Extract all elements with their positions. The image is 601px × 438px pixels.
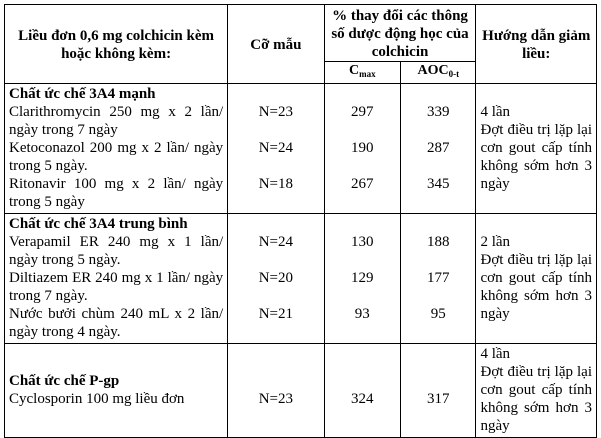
group-title: Chất ức chế 3A4 mạnh <box>9 86 156 102</box>
guidance-text: Đợt điều trị lặp lại cơn gout cấp tính không sớm hơn 3 ngày <box>480 252 592 322</box>
cmax-cell <box>324 214 400 344</box>
drug-name: Clarithromycin 250 mg x 2 lần/ ngày trong 7 ngày <box>9 104 224 138</box>
cmax-value: 297 <box>351 104 374 120</box>
guidance-count: 2 lần <box>480 234 511 250</box>
sample-size-value: N=18 <box>258 176 294 192</box>
aoc-value: 345 <box>427 176 450 192</box>
sample-size-value: N=21 <box>258 306 294 322</box>
drug-name: Diltiazem ER 240 mg x 1 lần/ ngày trong 7 ngày. <box>9 270 224 304</box>
drug-name: Ketoconazol 200 mg x 2 lần/ ngày trong 5 ngày. <box>9 140 224 174</box>
group-row-strong-3a4 <box>5 84 597 214</box>
aoc-cell <box>401 84 476 214</box>
group-title: Chất ức chế 3A4 trung bình <box>9 216 188 232</box>
aoc-cell <box>401 214 476 344</box>
group-title: Chất ức chế P-gp <box>9 373 120 389</box>
aoc-value: 177 <box>427 270 450 286</box>
colchicine-interaction-table <box>4 4 597 438</box>
aoc-value: 317 <box>427 391 450 407</box>
guidance-count: 4 lần <box>480 346 511 362</box>
sample-size-cell <box>228 344 324 438</box>
group-row-moderate-3a4 <box>5 214 597 344</box>
header-cmax-main: C <box>348 63 360 78</box>
guidance-count: 4 lần <box>480 104 511 120</box>
guidance-cell <box>476 214 597 344</box>
sample-size-value: N=20 <box>258 270 294 286</box>
cmax-value: 129 <box>351 270 374 286</box>
drug-name: Nước bưởi chùm 240 mL x 2 lần/ ngày trong 4 ngày. <box>9 306 224 340</box>
header-dose-guidance: Hướng dẫn giảm liều: <box>476 5 597 84</box>
sample-size-value: N=24 <box>258 140 294 156</box>
cmax-cell <box>324 344 400 438</box>
sample-size-cell <box>228 214 324 344</box>
sample-size-value: N=23 <box>258 104 294 120</box>
group-drugs-cell <box>5 344 228 438</box>
cmax-value: 190 <box>351 140 374 156</box>
drug-name: Cyclosporin 100 mg liều đơn <box>9 391 185 407</box>
group-drugs-cell <box>5 214 228 344</box>
aoc-value: 287 <box>427 140 450 156</box>
aoc-value: 188 <box>427 234 450 250</box>
guidance-cell <box>476 344 597 438</box>
guidance-text: Đợt điều trị lặp lại cơn gout cấp tính không sớm hơn 3 ngày <box>480 122 592 192</box>
aoc-value: 95 <box>430 306 446 322</box>
header-cmax <box>324 62 400 84</box>
header-aoc-sub: 0-t <box>448 69 460 79</box>
header-aoc-main: AOC <box>417 63 449 78</box>
guidance-text: Đợt điều trị lặp lại cơn gout cấp tính không sớm hơn 3 ngày <box>480 364 592 434</box>
sample-size-cell <box>228 84 324 214</box>
cmax-cell <box>324 84 400 214</box>
header-sample-size: Cỡ mẫu <box>228 5 324 84</box>
sample-size-value: N=23 <box>258 391 294 407</box>
header-pk-change: % thay đổi các thông số dược động học của colchicin <box>324 5 476 62</box>
header-dose: Liều đơn 0,6 mg colchicin kèm hoặc không kèm: <box>5 5 228 84</box>
aoc-value: 339 <box>427 104 450 120</box>
header-cmax-sub: max <box>359 69 376 79</box>
cmax-value: 267 <box>351 176 374 192</box>
cmax-value: 130 <box>351 234 374 250</box>
cmax-value: 324 <box>351 391 374 407</box>
aoc-cell <box>401 344 476 438</box>
group-row-pgp <box>5 344 597 438</box>
header-aoc <box>401 62 476 84</box>
guidance-cell <box>476 84 597 214</box>
group-drugs-cell <box>5 84 228 214</box>
drug-name: Verapamil ER 240 mg x 1 lần/ ngày trong 5 ngày. <box>9 234 224 268</box>
cmax-value: 93 <box>354 306 370 322</box>
sample-size-value: N=24 <box>258 234 294 250</box>
drug-name: Ritonavir 100 mg x 2 lần/ ngày trong 5 ngày <box>9 176 224 210</box>
